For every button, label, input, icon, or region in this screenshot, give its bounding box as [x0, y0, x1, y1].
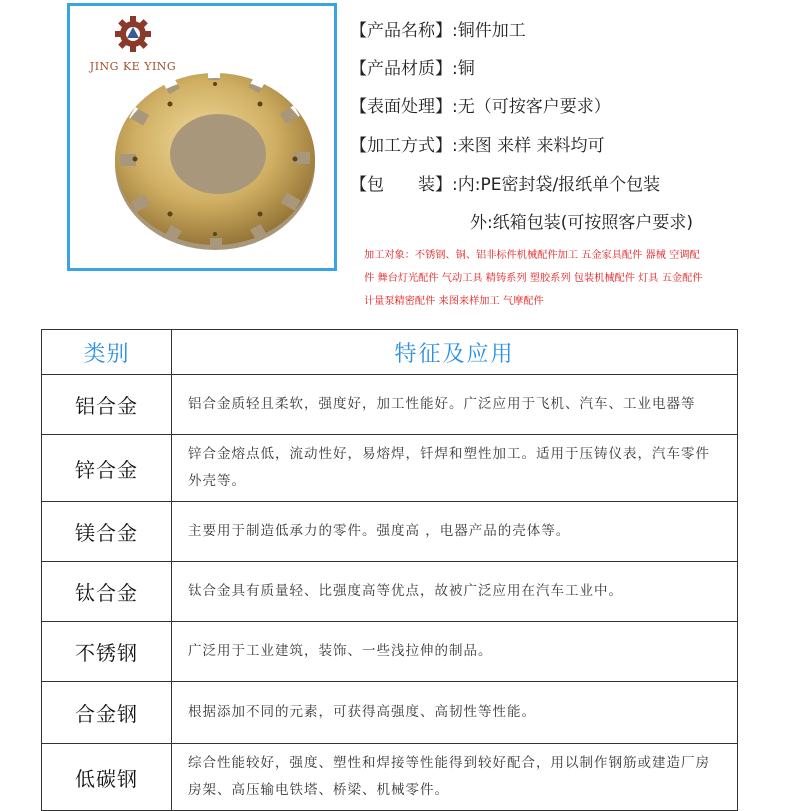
table-row — [42, 502, 738, 562]
spec-label: 【产品名称】 — [350, 21, 452, 41]
spec-surface — [350, 92, 611, 117]
spec-label: 【包 装】 — [350, 175, 452, 195]
table-row — [42, 682, 738, 744]
table-row — [42, 622, 738, 682]
spec-value: :铜 — [452, 59, 475, 79]
spec-label: 【表面处理】 — [350, 97, 452, 117]
table-row — [42, 744, 738, 811]
row-category: 钛合金 — [42, 562, 172, 622]
copper-ring-image — [110, 64, 320, 254]
logo-text: JING KE YING — [89, 60, 177, 73]
row-category: 锌合金 — [42, 435, 172, 502]
row-description: 钛合金具有质量轻、比强度高等优点，故被广泛应用在汽车工业中。 — [172, 562, 738, 622]
table-row — [42, 375, 738, 435]
spec-value: :来图 来样 来料均可 — [452, 136, 605, 156]
row-category: 铝合金 — [42, 375, 172, 435]
spec-product-name — [350, 16, 526, 41]
row-category: 不锈钢 — [42, 622, 172, 682]
gear-logo-icon — [113, 14, 153, 54]
materials-table — [41, 329, 738, 811]
row-category: 低碳钢 — [42, 744, 172, 811]
row-description: 广泛用于工业建筑，装饰、一些浅拉伸的制品。 — [172, 622, 738, 682]
spec-packing — [350, 170, 660, 195]
header-features: 特征及应用 — [172, 330, 738, 375]
row-description: 铝合金质轻且柔软，强度好，加工性能好。广泛应用于飞机、汽车、工业电器等 — [172, 375, 738, 435]
row-description: 主要用于制造低承力的零件。强度高 ，电器产品的壳体等。 — [172, 502, 738, 562]
table-header-row — [42, 330, 738, 375]
spec-value: :无（可按客户要求） — [452, 97, 611, 117]
spec-value: :内:PE密封袋/报纸单个包装 — [452, 175, 661, 195]
spec-label: 【加工方式】 — [350, 136, 452, 156]
applications-text: 加工对象：不锈钢、铜、铝非标件机械配件加工 五金家具配件 器械 空调配件 舞台灯光配件 气动工具 精铸系列 塑胶系列 包装机械配件 灯具 五金配件 计量泵精密配件 来图来样加工 气摩配件 — [364, 250, 703, 307]
product-photo — [67, 3, 337, 271]
row-category: 镁合金 — [42, 502, 172, 562]
table-row — [42, 435, 738, 502]
row-description: 根据添加不同的元素，可获得高强度、高韧性等性能。 — [172, 682, 738, 744]
header-category: 类别 — [42, 330, 172, 375]
row-description: 锌合金熔点低，流动性好，易熔焊，钎焊和塑性加工。适用于压铸仪表，汽车零件外壳等。 — [172, 435, 738, 502]
spec-packing-outer: 外:纸箱包装(可按照客户要求) — [470, 213, 693, 233]
spec-value: :铜件加工 — [452, 21, 526, 41]
spec-label: 【产品材质】 — [350, 59, 452, 79]
table-row — [42, 562, 738, 622]
spec-material — [350, 54, 475, 79]
spec-process — [350, 131, 605, 156]
row-description: 综合性能较好，强度、塑性和焊接等性能得到较好配合，用以制作钢筋或建造厂房房架、高压输电铁塔、桥梁、机械零件。 — [172, 744, 738, 811]
row-category: 合金钢 — [42, 682, 172, 744]
